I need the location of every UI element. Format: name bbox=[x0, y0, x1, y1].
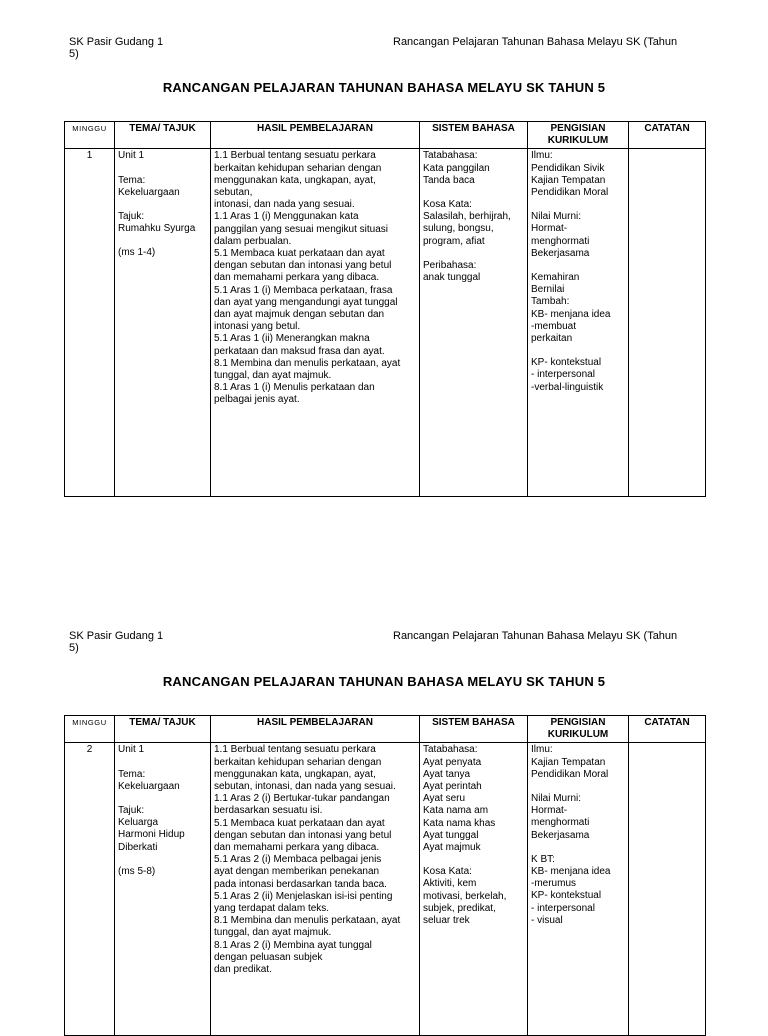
cell-line: 5.1 Membaca kuat perkataan dan ayat bbox=[214, 817, 385, 829]
cell-line: yang terdapat dalam teks. bbox=[214, 903, 330, 915]
cell-hasil bbox=[211, 149, 420, 497]
cell-line: Tajuk: bbox=[118, 805, 145, 817]
cell-line: Pendidikan Moral bbox=[531, 187, 609, 199]
cell-line: Hormat- bbox=[531, 223, 568, 235]
cell-line: Kajian Tempatan bbox=[531, 756, 606, 768]
cell-line: Ayat perintah bbox=[423, 781, 482, 793]
cell-line: Ayat seru bbox=[423, 793, 466, 805]
cell-line: perkaitan bbox=[531, 333, 573, 345]
cell-line: intonasi yang betul. bbox=[214, 321, 301, 333]
cell-line: intonasi, dan nada yang sesuai. bbox=[214, 199, 355, 211]
column-header-tema: TEMA/ TAJUK bbox=[115, 122, 211, 149]
cell-line: menggunakan kata, ungkapan, ayat, bbox=[214, 768, 376, 780]
cell-line: K BT: bbox=[531, 853, 555, 865]
cell-tema bbox=[115, 149, 211, 497]
cell-line bbox=[531, 781, 625, 793]
cell-line: Rumahku Syurga bbox=[118, 223, 196, 235]
cell-line: Tatabahasa: bbox=[423, 744, 478, 756]
cell-line: sulung, bongsu, bbox=[423, 223, 494, 235]
cell-line: Aktiviti, kem bbox=[423, 878, 477, 890]
header-school-name: SK Pasir Gudang 1 bbox=[69, 630, 164, 642]
cell-line: Unit 1 bbox=[118, 744, 145, 756]
cell-line: Unit 1 bbox=[118, 150, 145, 162]
cell-line: sebutan, intonasi, dan nada yang sesuai. bbox=[214, 781, 396, 793]
column-header-hasil: HASIL PEMBELAJARAN bbox=[211, 122, 420, 149]
document-title: RANCANGAN PELAJARAN TAHUNAN BAHASA MELAYU SK TAHUN 5 bbox=[162, 674, 606, 689]
cell-line: tunggal, dan ayat majmuk. bbox=[214, 927, 332, 939]
cell-line: Kajian Tempatan bbox=[531, 174, 606, 186]
cell-line: dengan sebutan dan intonasi yang betul bbox=[214, 829, 392, 841]
cell-line: 1.1 Aras 2 (i) Bertukar-tukar pandangan bbox=[214, 793, 390, 805]
cell-line bbox=[118, 199, 207, 211]
cell-line: dalam perbualan. bbox=[214, 235, 292, 247]
cell-line: - interpersonal bbox=[531, 369, 595, 381]
cell-line: panggilan yang sesuai mengikut situasi bbox=[214, 223, 388, 235]
cell-line: Diberkati bbox=[118, 841, 158, 853]
cell-line: 5.1 Membaca kuat perkataan dan ayat bbox=[214, 248, 385, 260]
cell-line: (ms 5-8) bbox=[118, 865, 156, 877]
cell-line bbox=[423, 187, 524, 199]
cell-line: 8.1 Membina dan menulis perkataan, ayat bbox=[214, 915, 401, 927]
table-header-row bbox=[65, 716, 706, 743]
header-document-name-wrap: 5) bbox=[69, 642, 79, 654]
document-title: RANCANGAN PELAJARAN TAHUNAN BAHASA MELAYU SK TAHUN 5 bbox=[162, 80, 606, 95]
cell-line: Pendidikan Sivik bbox=[531, 162, 605, 174]
cell-line: Kata nama am bbox=[423, 805, 489, 817]
cell-line bbox=[118, 854, 207, 866]
cell-line: Tambah: bbox=[531, 296, 570, 308]
cell-line: tunggal, dan ayat majmuk. bbox=[214, 370, 332, 382]
cell-line: - interpersonal bbox=[531, 902, 595, 914]
cell-line bbox=[118, 163, 207, 175]
cell-line: Ayat tunggal bbox=[423, 829, 479, 841]
cell-line: 8.1 Membina dan menulis perkataan, ayat bbox=[214, 357, 401, 369]
cell-line: KB- menjana idea bbox=[531, 308, 611, 320]
cell-line: sebutan, bbox=[214, 187, 253, 199]
cell-line: 8.1 Aras 2 (i) Membina ayat tunggal bbox=[214, 939, 372, 951]
cell-line: Bekerjasama bbox=[531, 829, 590, 841]
cell-line: pada intonasi berdasarkan tanda baca. bbox=[214, 878, 387, 890]
cell-line: Tatabahasa: bbox=[423, 150, 478, 162]
cell-line: Kosa Kata: bbox=[423, 199, 472, 211]
cell-line: 1.1 Aras 1 (i) Menggunakan kata bbox=[214, 211, 359, 223]
column-header-sistem: SISTEM BAHASA bbox=[420, 716, 528, 743]
cell-minggu: 2 bbox=[65, 743, 115, 1036]
cell-line: menghormati bbox=[531, 235, 590, 247]
cell-line: berdasarkan sesuatu isi. bbox=[214, 805, 323, 817]
cell-line: 8.1 Aras 1 (i) Menulis perkataan dan bbox=[214, 382, 375, 394]
cell-line: Bernilai bbox=[531, 284, 565, 296]
cell-line: 5.1 Aras 2 (ii) Menjelaskan isi-isi penting bbox=[214, 890, 393, 902]
cell-line: 5.1 Aras 1 (ii) Menerangkan makna bbox=[214, 333, 370, 345]
cell-line: Ayat tanya bbox=[423, 768, 471, 780]
cell-line bbox=[531, 260, 625, 272]
cell-line: motivasi, berkelah, bbox=[423, 890, 507, 902]
column-header-tema: TEMA/ TAJUK bbox=[115, 716, 211, 743]
cell-line: Kata panggilan bbox=[423, 162, 490, 174]
cell-line: dan memahami perkara yang dibaca. bbox=[214, 842, 380, 854]
cell-line bbox=[423, 248, 524, 260]
cell-pengisian bbox=[528, 743, 629, 1036]
cell-line: Pendidikan Moral bbox=[531, 768, 609, 780]
column-header-pengisian: PENGISIAN KURIKULUM bbox=[528, 716, 629, 743]
cell-line: Keluarga bbox=[118, 817, 159, 829]
cell-line: Ilmu: bbox=[531, 744, 553, 756]
cell-sistem bbox=[420, 743, 528, 1036]
cell-minggu: 1 bbox=[65, 149, 115, 497]
cell-sistem bbox=[420, 149, 528, 497]
table-row bbox=[65, 149, 706, 497]
cell-catatan bbox=[629, 149, 706, 497]
cell-line: berkaitan kehidupan seharian dengan bbox=[214, 162, 382, 174]
cell-line: -verbal-linguistik bbox=[531, 381, 604, 393]
cell-line bbox=[531, 842, 625, 854]
cell-line: pelbagai jenis ayat. bbox=[214, 394, 300, 406]
cell-line: Bekerjasama bbox=[531, 247, 590, 259]
cell-hasil bbox=[211, 743, 420, 1036]
cell-line: perkataan dan maksud frasa dan ayat. bbox=[214, 345, 385, 357]
cell-line: Peribahasa: bbox=[423, 259, 477, 271]
column-header-catatan: CATATAN bbox=[629, 716, 706, 743]
cell-line: dengan sebutan dan intonasi yang betul bbox=[214, 260, 392, 272]
cell-line: seluar trek bbox=[423, 915, 470, 927]
column-header-minggu: MINGGU bbox=[65, 122, 115, 149]
cell-line: KB- menjana idea bbox=[531, 866, 611, 878]
table-header-row bbox=[65, 122, 706, 149]
cell-line: subjek, predikat, bbox=[423, 902, 496, 914]
lesson-plan-table bbox=[64, 715, 706, 1036]
cell-line: -merumus bbox=[531, 878, 577, 890]
column-header-catatan: CATATAN bbox=[629, 122, 706, 149]
cell-line: Hormat- bbox=[531, 805, 568, 817]
column-header-pengisian: PENGISIAN KURIKULUM bbox=[528, 122, 629, 149]
cell-line: berkaitan kehidupan seharian dengan bbox=[214, 756, 382, 768]
cell-line bbox=[118, 235, 207, 247]
table-row bbox=[65, 743, 706, 1036]
cell-line: Ayat majmuk bbox=[423, 842, 481, 854]
cell-line: - visual bbox=[531, 914, 563, 926]
cell-line: Harmoni Hidup bbox=[118, 829, 185, 841]
column-header-minggu: MINGGU bbox=[65, 716, 115, 743]
cell-line: dan ayat yang mengandungi ayat tunggal bbox=[214, 296, 398, 308]
cell-line: Tema: bbox=[118, 174, 146, 186]
cell-line: Tema: bbox=[118, 768, 146, 780]
cell-line: Kekeluargaan bbox=[118, 780, 180, 792]
cell-line bbox=[423, 854, 524, 866]
cell-tema bbox=[115, 743, 211, 1036]
header-document-name: Rancangan Pelajaran Tahunan Bahasa Melayu SK (Tahun bbox=[393, 630, 678, 642]
cell-line: dengan peluasan subjek bbox=[214, 951, 323, 963]
cell-pengisian bbox=[528, 149, 629, 497]
cell-line: Ilmu: bbox=[531, 150, 553, 162]
cell-line: anak tunggal bbox=[423, 272, 481, 284]
cell-line bbox=[531, 345, 625, 357]
cell-line bbox=[118, 793, 207, 805]
cell-line: 5.1 Aras 2 (i) Membaca pelbagai jenis bbox=[214, 854, 382, 866]
cell-line: Kata nama khas bbox=[423, 817, 496, 829]
header-document-name-wrap: 5) bbox=[69, 48, 79, 60]
cell-line: menghormati bbox=[531, 817, 590, 829]
cell-line: -membuat bbox=[531, 320, 577, 332]
cell-line: dan predikat. bbox=[214, 964, 272, 976]
cell-line: KP- kontekstual bbox=[531, 357, 602, 369]
cell-line: Kekeluargaan bbox=[118, 186, 180, 198]
cell-line bbox=[531, 199, 625, 211]
cell-line: 1.1 Berbual tentang sesuatu perkara bbox=[214, 744, 376, 756]
cell-line: Kosa Kata: bbox=[423, 866, 472, 878]
cell-line: menggunakan kata, ungkapan, ayat, bbox=[214, 174, 376, 186]
lesson-plan-table bbox=[64, 121, 706, 497]
cell-line: ayat dengan memberikan penekanan bbox=[214, 866, 380, 878]
cell-line: Ayat penyata bbox=[423, 756, 482, 768]
column-header-hasil: HASIL PEMBELAJARAN bbox=[211, 716, 420, 743]
cell-line: Nilai Murni: bbox=[531, 211, 582, 223]
cell-line: Tajuk: bbox=[118, 211, 145, 223]
cell-line: Nilai Murni: bbox=[531, 793, 582, 805]
cell-line: Salasilah, berhijrah, bbox=[423, 211, 511, 223]
cell-line: 1.1 Berbual tentang sesuatu perkara bbox=[214, 150, 376, 162]
cell-line: dan ayat majmuk dengan sebutan dan bbox=[214, 309, 385, 321]
cell-catatan bbox=[629, 743, 706, 1036]
header-document-name: Rancangan Pelajaran Tahunan Bahasa Melayu SK (Tahun bbox=[393, 36, 678, 48]
cell-line: Tanda baca bbox=[423, 174, 475, 186]
cell-line bbox=[118, 757, 207, 769]
column-header-sistem: SISTEM BAHASA bbox=[420, 122, 528, 149]
cell-line: Kemahiran bbox=[531, 272, 580, 284]
cell-line: 5.1 Aras 1 (i) Membaca perkataan, frasa bbox=[214, 284, 393, 296]
cell-line: dan memahami perkara yang dibaca. bbox=[214, 272, 380, 284]
cell-line: program, afiat bbox=[423, 235, 485, 247]
cell-line: (ms 1-4) bbox=[118, 247, 156, 259]
header-school-name: SK Pasir Gudang 1 bbox=[69, 36, 164, 48]
cell-line: KP- kontekstual bbox=[531, 890, 602, 902]
